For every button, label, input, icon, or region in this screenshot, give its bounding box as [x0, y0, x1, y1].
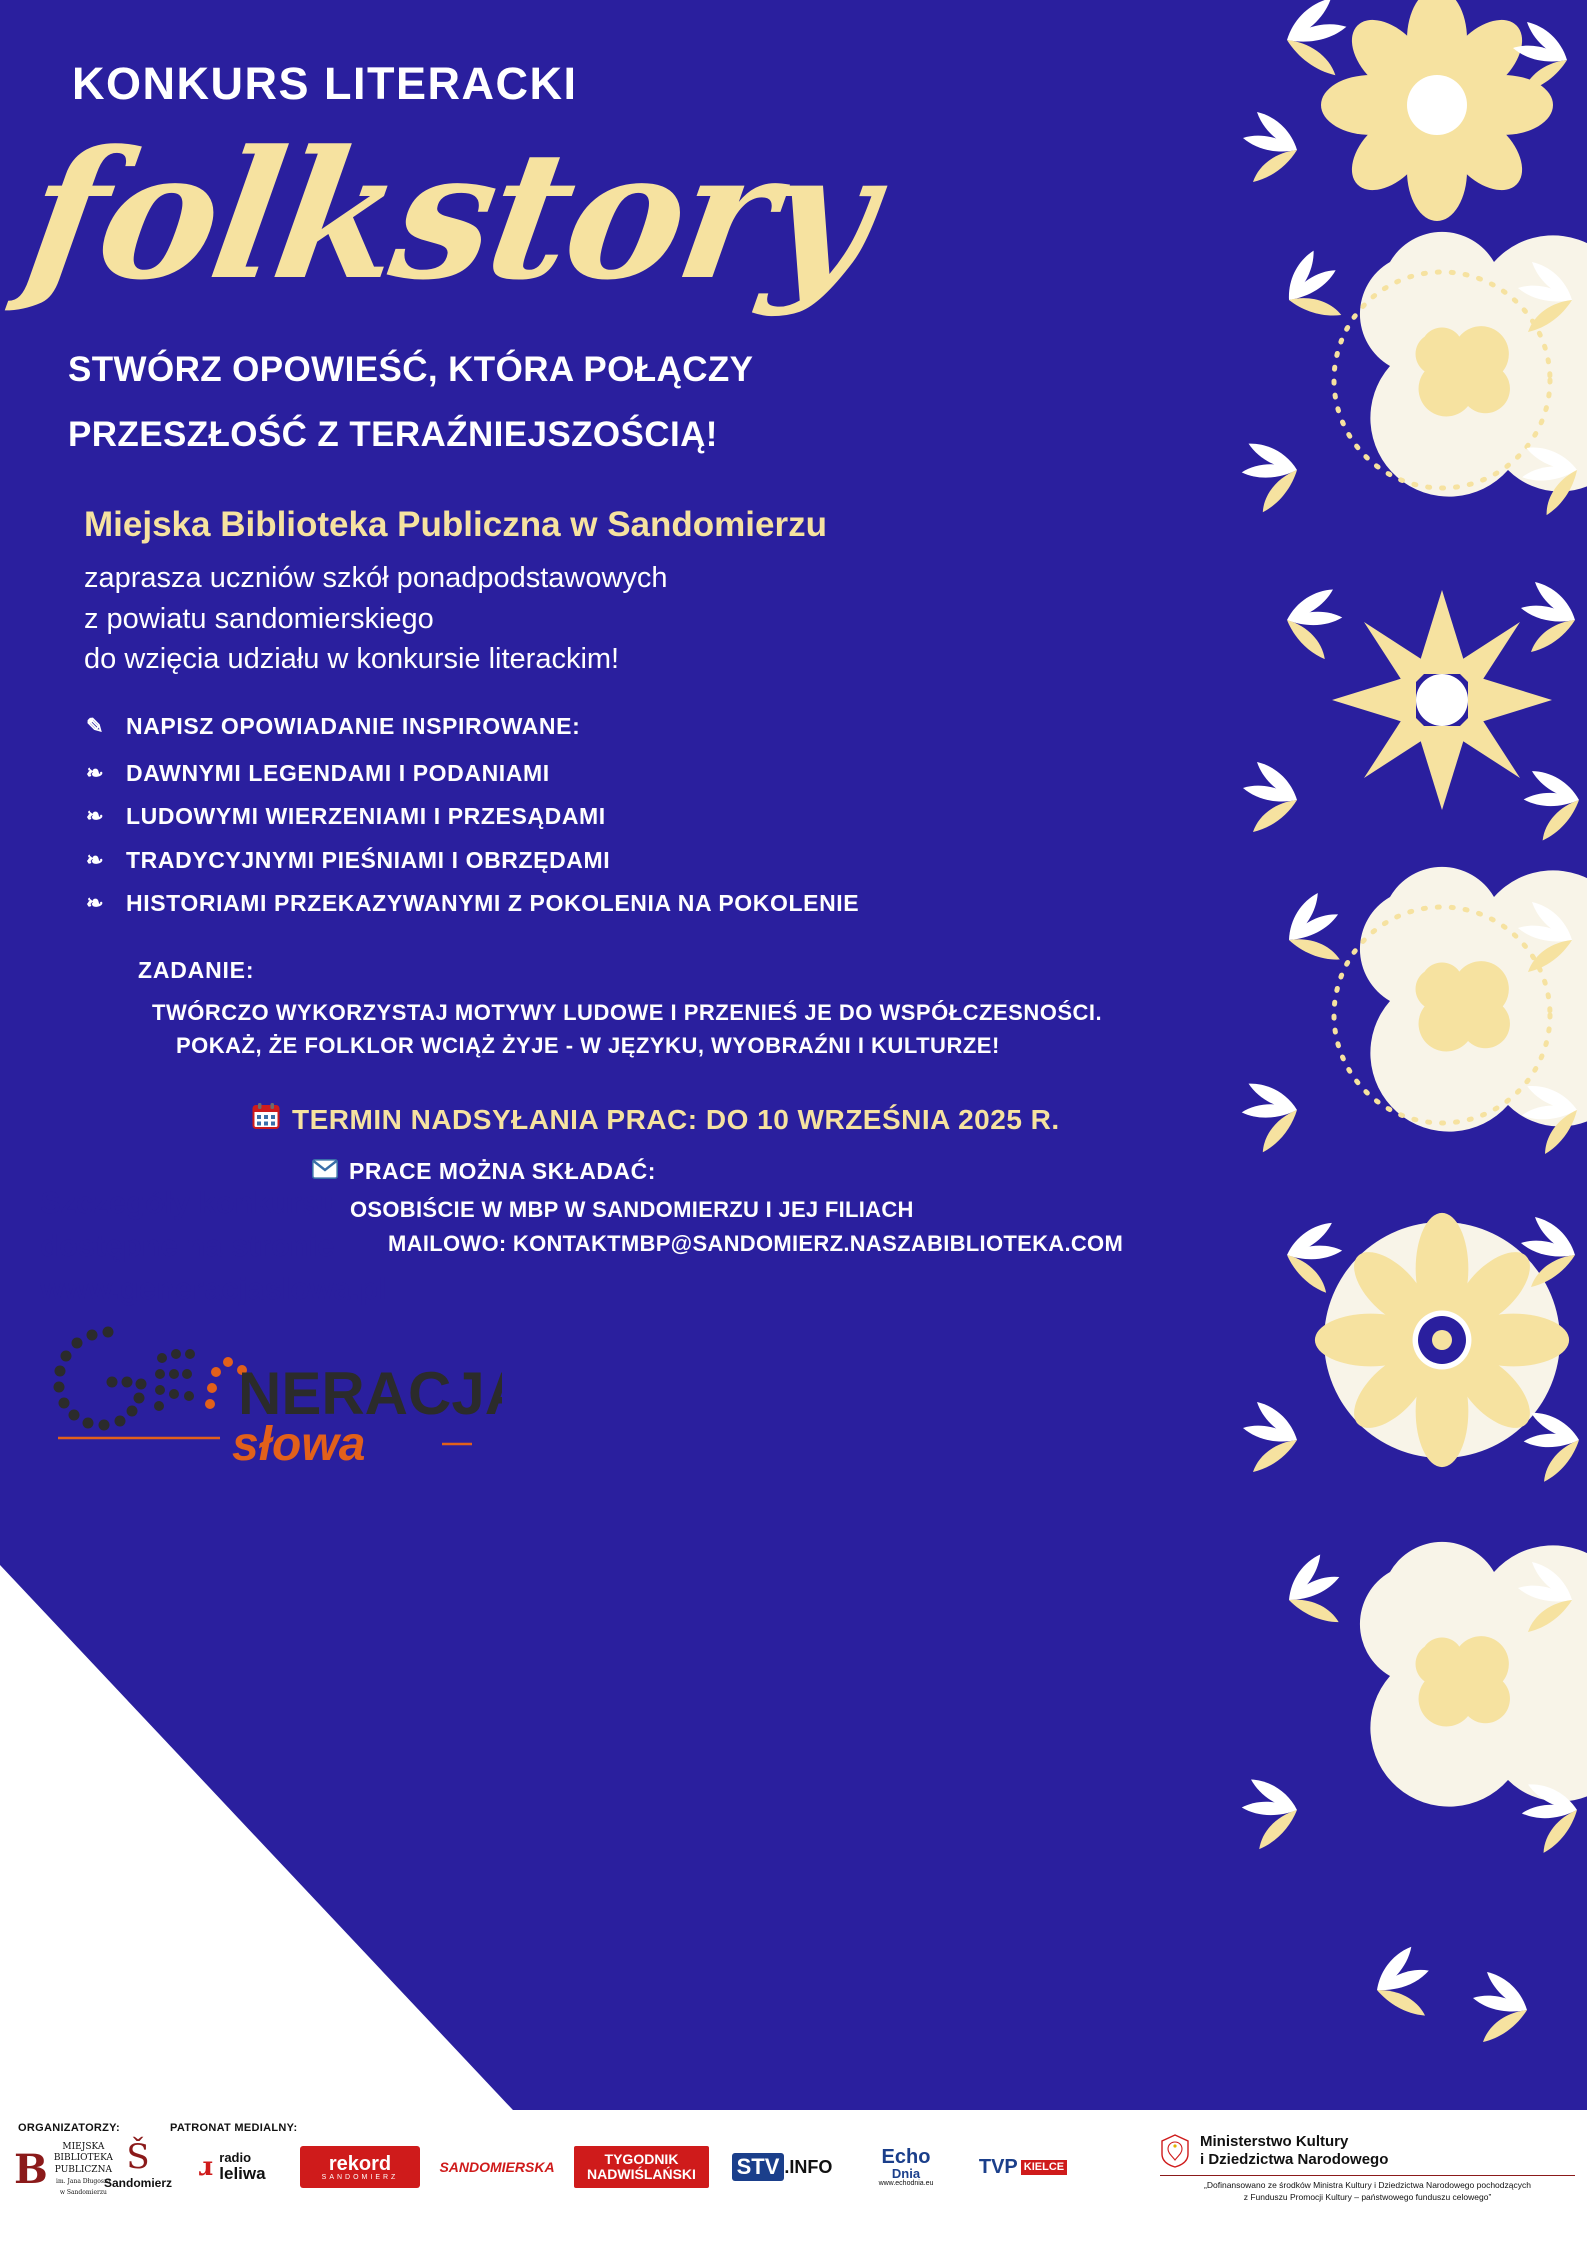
submission-line-2: MAILOWO: KONTAKTMBP@SANDOMIERZ.NASZABIBLIOTEKA.COM: [388, 1231, 1124, 1256]
task-label: ZADANIE:: [138, 957, 255, 983]
library-line-3: PUBLICZNA: [54, 2164, 112, 2175]
tvp-kielce-logo: [968, 2146, 1078, 2188]
city-logo-glyph: Š: [126, 2137, 150, 2177]
submission-heading-row: [312, 1158, 656, 1185]
ministry-fine-line-2: z Funduszu Promocji Kultury – państwowego funduszu celowego”: [1243, 2191, 1492, 2202]
page-kicker: KONKURS LITERACKI: [72, 58, 578, 109]
organizer-name: Miejska Biblioteka Publiczna w Sandomierzu: [84, 505, 827, 544]
ministry-block: [1160, 2133, 1575, 2204]
task-line-1: TWÓRCZO WYKORZYSTAJ MOTYWY LUDOWE I PRZENIEŚ JE DO WSPÓŁCZESNOŚCI.: [152, 1000, 1103, 1025]
library-logo-letter: B: [14, 2146, 48, 2194]
ministry-title-line-2: i Dziedzictwa Narodowego: [1200, 2151, 1389, 2168]
stv-info-logo: [722, 2146, 842, 2188]
invite-line-1: zaprasza uczniów szkół ponadpodstawowych: [84, 562, 668, 594]
echo-line-2: Dnia: [891, 2166, 921, 2181]
leliwa-line-1: radio: [219, 2150, 252, 2166]
list-item-label: LUDOWYMI WIERZENIAMI I PRZESĄDAMI: [126, 803, 606, 829]
details-line-1: Szczegóły konkursu: [40, 1185, 339, 1220]
brand-word-2: słowa: [232, 1418, 366, 1468]
tygodnik-line-2: NADWIŚLAŃSKI: [587, 2166, 696, 2182]
library-line-4: im. Jana Długosza: [56, 2177, 111, 2185]
ministry-title: [1200, 2133, 1388, 2169]
ministry-title-line-1: Ministerstwo Kultury: [1200, 2133, 1349, 2150]
radio-leliwa-logo: [172, 2146, 292, 2188]
library-line-1: MIEJSKA: [62, 2142, 105, 2152]
pencil-icon: ✎: [86, 715, 105, 738]
list-item: [86, 890, 859, 917]
media-patronage-label: PATRONAT MEDIALNY:: [170, 2122, 298, 2134]
list-item-label: TRADYCYJNYMI PIEŚNIAMI I OBRZĘDAMI: [126, 847, 611, 873]
radio-rekord-logo: [300, 2146, 420, 2188]
ministry-fine-line-1: „Dofinansowano ze środków Ministra Kultury i Dziedzictwa Narodowego pochodzących: [1204, 2180, 1531, 2190]
stv-info-text: .INFO: [784, 2156, 833, 2177]
list-item: [86, 760, 550, 787]
deadline-text: TERMIN NADSYŁANIA PRAC: DO 10 WRZEŚNIA 2025 R.: [292, 1103, 1060, 1135]
rekord-city: SANDOMIERZ: [321, 2173, 399, 2181]
leaf-icon: ❧: [86, 805, 105, 828]
details-line-2: dostępne na stronie: [40, 1228, 335, 1263]
tvp-mark: TVP: [978, 2155, 1018, 2178]
tvp-region: KIELCE: [1021, 2160, 1067, 2175]
invite-line-2: z powiatu sandomierskiego: [84, 603, 434, 635]
city-logo-name: Sandomierz: [104, 2176, 173, 2190]
divider: [1160, 2175, 1575, 2176]
invite-line-3: do wzięcia udziału w konkursie literackim!: [84, 643, 620, 675]
brand-word-1: NERACJA: [238, 1360, 502, 1427]
organizers-label: ORGANIZATORZY:: [18, 2122, 120, 2134]
deadline-row: [252, 1102, 1060, 1137]
stv-mark: STV: [732, 2153, 785, 2181]
list-item: [86, 713, 580, 740]
echo-dnia-logo: [856, 2146, 956, 2188]
echo-url: www.echodnia.eu: [878, 2180, 934, 2187]
city-logo: [104, 2137, 173, 2190]
list-item-label: NAPISZ OPOWIADANIE INSPIROWANE:: [126, 713, 581, 739]
tygodnik-line-1: TYGODNIK: [604, 2151, 679, 2168]
contest-title-script: folkstory: [13, 112, 886, 319]
library-logo: [14, 2142, 113, 2198]
envelope-icon: [312, 1158, 338, 1185]
task-line-2: POKAŻ, ŻE FOLKLOR WCIĄŻ ŻYJE - W JĘZYKU, WYOBRAŹNI I KULTURZE!: [176, 1033, 1000, 1058]
library-line-5: w Sandomierzu: [59, 2189, 107, 2196]
ministry-fine-print: [1160, 2180, 1575, 2204]
list-item: [86, 803, 606, 830]
leaf-icon: ❧: [86, 762, 105, 785]
library-line-2: BIBLIOTEKA: [53, 2153, 113, 2164]
polish-eagle-icon: [1160, 2134, 1190, 2168]
leaf-icon: ❧: [86, 849, 105, 872]
sandomierska-name: SANDOMIERSKA: [439, 2159, 555, 2175]
tagline-line-1: STWÓRZ OPOWIEŚĆ, KTÓRA POŁĄCZY: [68, 350, 754, 389]
submission-line-1: OSOBIŚCIE W MBP W SANDOMIERZU I JEJ FILIACH: [350, 1197, 914, 1222]
details-website[interactable]: www.generacjaslowa.pl: [40, 1271, 387, 1306]
tagline-line-2: PRZESZŁOŚĆ Z TERAŹNIEJSZOŚCIĄ!: [68, 415, 718, 454]
list-item-label: HISTORIAMI PRZEKAZYWANYMI Z POKOLENIA NA POKOLENIE: [126, 890, 860, 916]
echo-line-1: Echo: [881, 2146, 931, 2168]
calendar-icon: [252, 1102, 280, 1137]
list-item-label: DAWNYMI LEGENDAMI I PODANIAMI: [126, 760, 550, 786]
submission-heading: PRACE MOŻNA SKŁADAĆ:: [349, 1158, 656, 1184]
leliwa-line-2: leliwa: [219, 2163, 266, 2183]
list-item: [86, 847, 610, 874]
leliwa-mark: ɹ: [198, 2152, 214, 2182]
leaf-icon: ❧: [86, 892, 105, 915]
folk-ornament-band: [1227, 0, 1587, 2110]
sandomierska-logo: [432, 2146, 562, 2188]
rekord-name: rekord: [328, 2152, 392, 2175]
generacja-slowa-logo: [42, 1318, 502, 1468]
tygodnik-nadwislanski-logo: [574, 2146, 709, 2188]
